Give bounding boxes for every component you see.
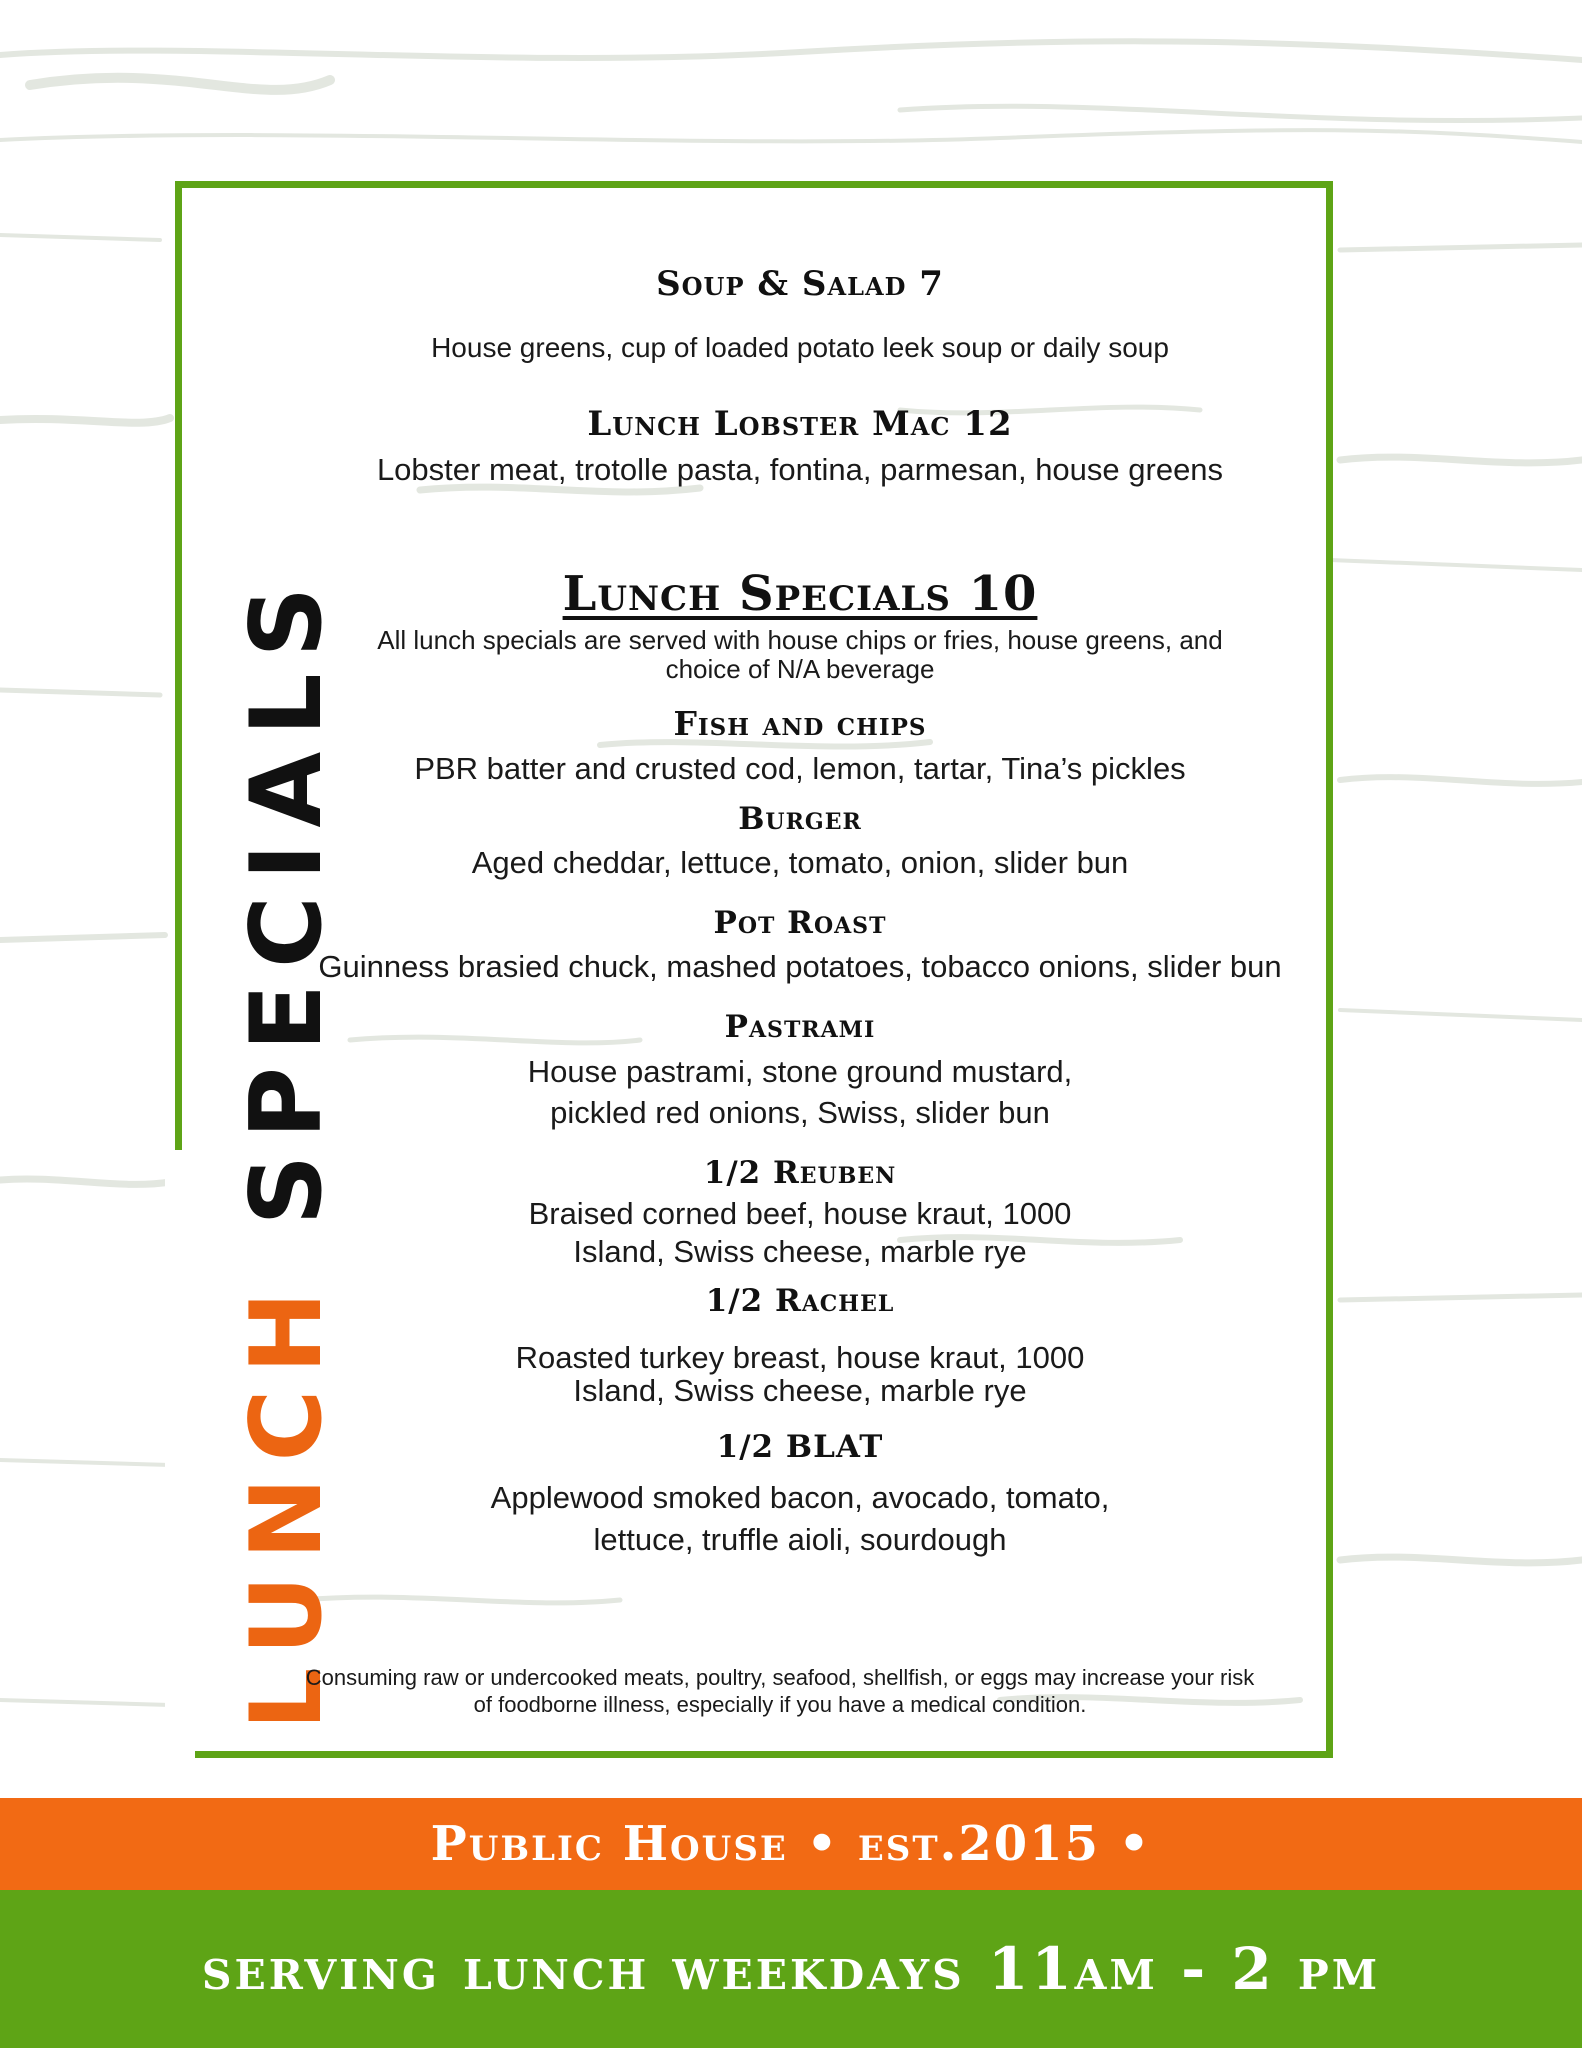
menu-item-heading: Fish and chips [673,704,927,743]
hours-text: serving lunch weekdays 11am - 2 pm [201,1935,1381,2003]
menu-item-heading: Pastrami [724,1009,876,1045]
menu-item-desc: Aged cheddar, lettuce, tomato, onion, slider bun [471,845,1129,880]
food-safety-disclaimer: Consuming raw or undercooked meats, poultry, seafood, shellfish, or eggs may increase your risk of foodborne illness, especially if you have a medical condition. [305,1665,1255,1717]
menu-content [282,258,1318,1561]
menu-item-desc: Braised corned beef, house kraut, 1000 Island, Swiss cheese, marble rye [528,1196,1072,1269]
frame-gap [165,1150,195,1770]
menu-item-heading: 1/2 Rachel [705,1283,895,1319]
vertical-title-lunch: LUNCH [230,1275,344,1730]
menu-item-desc: House pastrami, stone ground mustard, pickled red onions, Swiss, slider bun [527,1054,1073,1130]
menu-item-heading: Burger [738,801,862,837]
menu-item-heading: 1/2 Reuben [703,1155,897,1191]
lunch-specials-desc: All lunch specials are served with house chips or fries, house greens, and choice of N/A beverage [377,625,1223,684]
vertical-title-specials: SPECIALS [230,570,344,1226]
brand-text: Public House • est.2015 • [430,1816,1152,1872]
menu-item-desc: Roasted turkey breast, house kraut, 1000 Island, Swiss cheese, marble rye [515,1340,1085,1408]
menu-item-desc: Guinness brasied chuck, mashed potatoes, tobacco onions, slider bun [318,949,1282,984]
hours-banner [0,1890,1582,2048]
soup-salad-desc: House greens, cup of loaded potato leek soup or daily soup [431,332,1169,363]
lunch-specials-heading: Lunch Specials 10 [562,566,1038,622]
menu-item-heading: 1/2 BLAT [716,1429,884,1465]
menu-item-desc: Applewood smoked bacon, avocado, tomato, lettuce, truffle aioli, sourdough [490,1480,1110,1557]
menu-item-desc: PBR batter and crusted cod, lemon, tartar, Tina’s pickles [414,751,1186,786]
lobster-mac-desc: Lobster meat, trotolle pasta, fontina, parmesan, house greens [376,452,1224,487]
soup-salad-heading: Soup & Salad 7 [656,264,944,304]
brand-banner [0,1798,1582,1890]
lobster-mac-heading: Lunch Lobster Mac 12 [587,404,1013,444]
menu-item-heading: Pot Roast [713,905,887,941]
